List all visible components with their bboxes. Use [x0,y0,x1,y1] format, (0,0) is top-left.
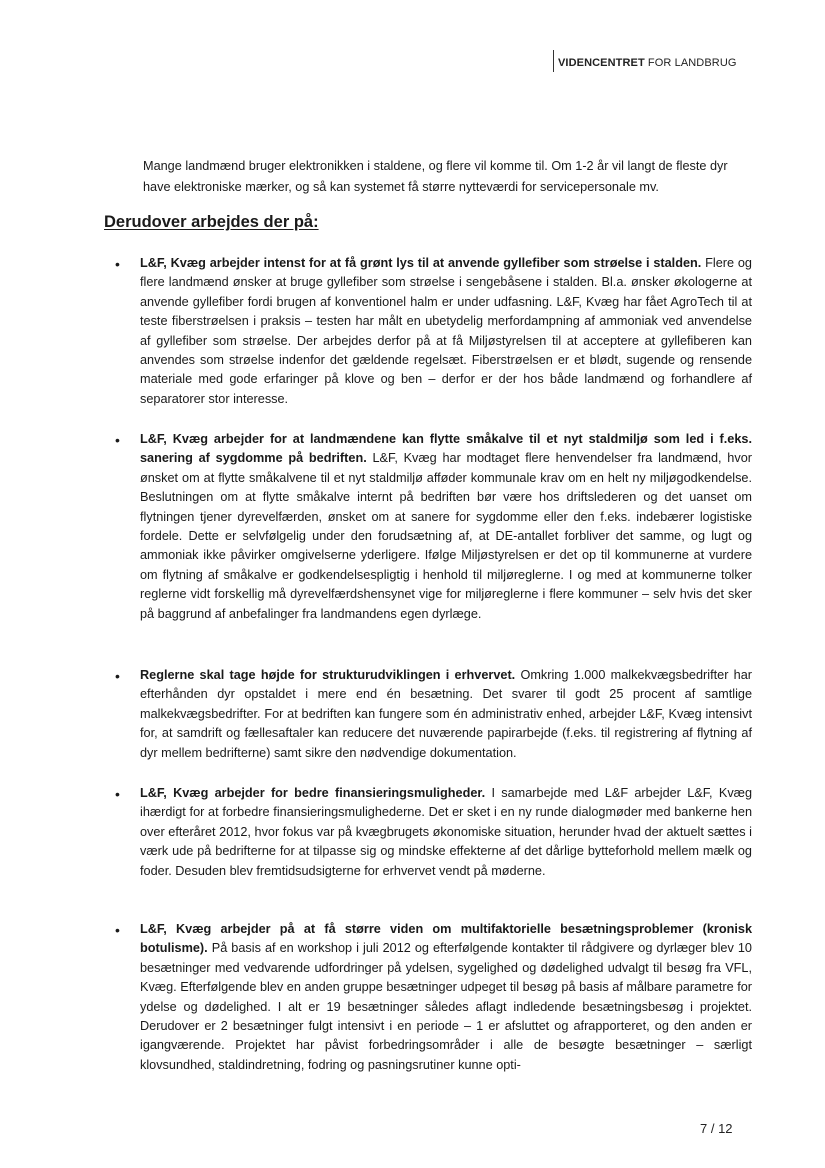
bullet-lead: L&F, Kvæg arbejder på at få større viden om multifaktorielle besætningsproblemer (kronisk botulisme). [140,922,752,956]
bullet-lead: L&F, Kvæg arbejder intenst for at få grønt lys til at anvende gyllefiber som strøelse i stalden. [140,256,702,270]
bullet-body: Flere og flere landmænd ønsker at bruge gyllefiber som strøelse i sengebåsene i stalden. Bl.a. ønsker økologerne at anvende gyllefiber fordi brugen af konventionel halm er under udfasning. L&F, Kvæg har fået AgroTech til at teste fiberstrøelsen i praksis – testen har målt en ubetydelig merfordampning af ammoniak ved anvendelse af gyllefiber som strøelse. Der arbejdes derfor på at få Miljøstyrelsen til at acceptere at gyllefiberen kan anvendes som strøelse indenfor det gældende regelsæt. Fiberstrøelsen er et blødt, sugende og rensende materiale med gode erfaringer på klove og ben – derfor er der hos både landmænd og forhandlere af separatorer stor interesse. [140,256,752,406]
section-heading: Derudover arbejdes der på: [104,213,319,231]
bullet-dot: • [115,432,120,448]
bullet-item-4 [0,784,752,881]
bullet-body: L&F, Kvæg har modtaget flere henvendelser fra landmænd, hvor ønsket om at flytte småkalvene til et nyt staldmiljø afføder kommunale krav om en helt ny miljøgodkendelse. Beslutningen om at flytte småkalve internt på bedriften bør være hos driftslederen og det uanset om flytningen tjener dyrevelfærden, ønsket om at sanere for sygdomme eller den f.eks. indebærer logistiske fordele. Dette er selvfølgelig under den forudsætning af, at DE-antallet forbliver det samme, og lugt og ammoniak ikke påvirker omgivelserne yderligere. Ifølge Miljøstyrelsen er det op til kommunerne at vurdere om flytning af småkalve er godkendelsespligtig i henhold til miljøreglerne. I og med at kommunerne tolker reglerne vidt forskellig må dyrevelfærdshensynet vige for miljøreglerne i flere kommuner – selv hvis det sker på baggrund af anbefalinger fra landmandens egen dyrlæge. [140,451,752,621]
bullet-item-3 [0,666,752,763]
bullet-text [140,666,752,763]
bullet-lead: L&F, Kvæg arbejder for at landmændene kan flytte småkalve til et nyt staldmiljø som led i f.eks. sanering af sygdomme på bedriften. [140,432,752,466]
bullet-dot: • [115,256,120,272]
header-org-rest: FOR LANDBRUG [647,56,737,69]
bullet-dot: • [115,786,120,802]
bullet-item-1 [0,254,825,409]
bullet-item-2 [0,430,752,624]
header-divider [553,50,554,72]
bullet-item-5 [0,920,752,1075]
bullet-body: Omkring 1.000 malkekvægsbedrifter har efterhånden dyr opstaldet i mere end én besætning. Det svarer til godt 25 procent af samtlige malkekvægsbedrifter. For at bedriften kan fungere som én administrativ enhed, arbejder L&F, Kvæg intensivt for, at samdrift og fællesaftaler kan reducere det nuværende papirarbejde (f.eks. til registrering af flytning af dyr mellem bedrifterne) samt sikre den nødvendige dokumentation. [140,668,753,760]
bullet-text [140,430,752,624]
bullet-text [140,784,752,881]
bullet-list [0,254,825,1072]
bullet-dot: • [115,922,120,938]
bullet-lead: Reglerne skal tage højde for strukturudviklingen i erhvervet. [140,668,516,682]
bullet-dot: • [115,668,120,684]
bullet-body: I samarbejde med L&F arbejder L&F, Kvæg ihærdigt for at forbedre finansieringsmulighederne. Det er sket i en ny runde dialogmøder med bankerne hen over efteråret 2012, hvor fokus var på kvægbrugets økonomiske situation, herunder hvad der aktuelt sættes i værk ude på bedrifterne for at tilpasse sig og mindske effekterne af det dårlige bytteforhold mellem mælk og foder. Desuden blev fremtidsudsigterne for erhvervet vendt på møderne. [140,786,753,878]
bullet-body: På basis af en workshop i juli 2012 og efterfølgende kontakter til rådgivere og dyrlæger blev 10 besætninger med vedvarende udfordringer på ydelsen, sygelighed og dødelighed udvalgt til besøg fra VFL, Kvæg. Efterfølgende blev en anden gruppe besætninger udpeget til besøg på basis af målbare parametre for ydelse og dødelighed. I alt er 19 besætninger således aflagt indledende besætningsbesøg i projektet. Derudover er 2 besætninger fulgt intensivt i en periode – 1 er afsluttet og afrapporteret, og den anden er igangværende. Projektet har påvist forbedringsområder i alle de besøgte besætninger – særligt klovsundhed, staldindretning, fodring og pasningsrutiner kunne opti- [140,941,752,1072]
page-number: 7 / 12 [700,1121,733,1136]
intro-paragraph: Mange landmænd bruger elektronikken i staldene, og flere vil komme til. Om 1-2 år vil langt de fleste dyr have elektroniske mærker, og så kan systemet få større nytteværdi for servicepersonale mv. [143,159,728,194]
bullet-lead: L&F, Kvæg arbejder for bedre finansieringsmuligheder. [140,786,486,800]
page-header [553,52,737,74]
bullet-text [140,920,752,1075]
header-org-bold: VIDENCENTRET [558,56,645,69]
bullet-text [140,254,752,409]
